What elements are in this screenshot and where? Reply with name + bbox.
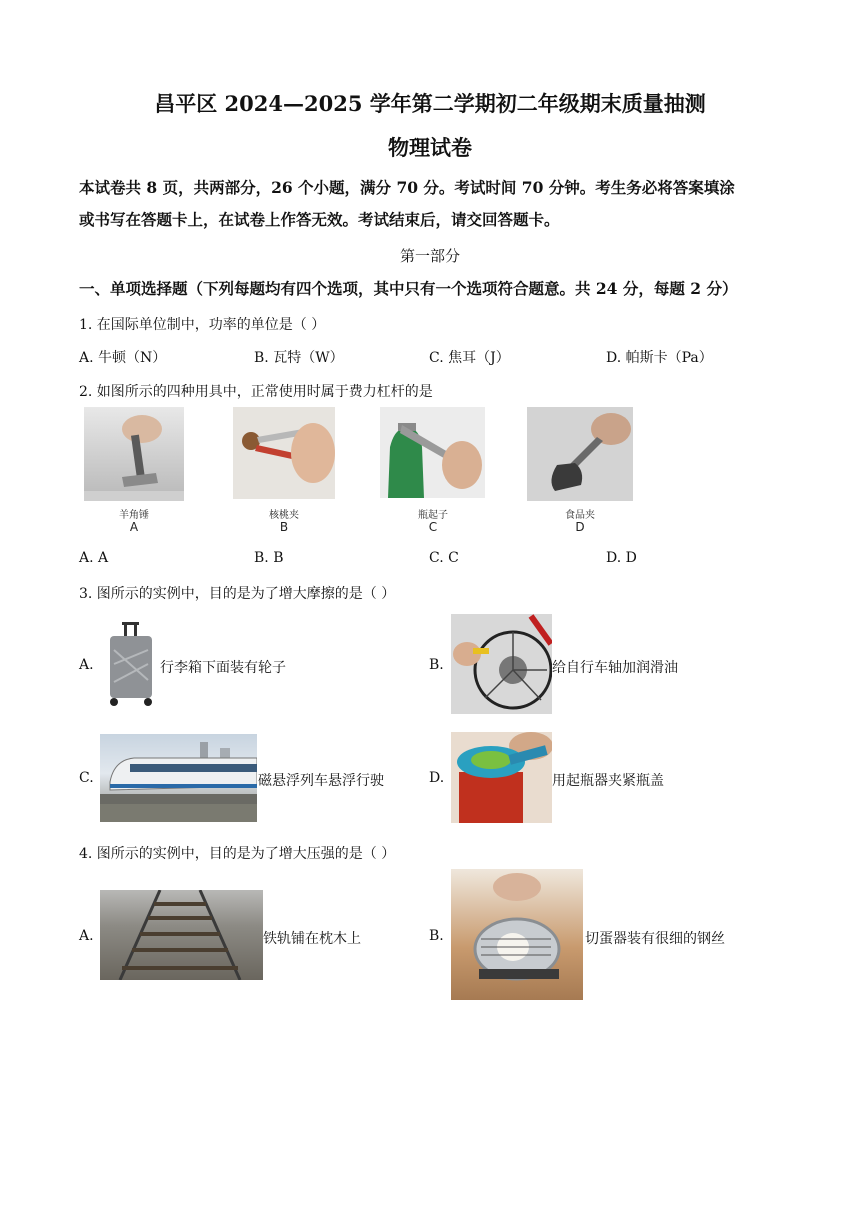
nutcracker-image xyxy=(233,407,335,499)
q4-option-b-text: 切蛋器装有很细的钢丝 xyxy=(585,931,725,947)
q1-option-c[interactable]: C. 焦耳（J） xyxy=(429,350,510,366)
q2-letter-d: D xyxy=(575,520,585,534)
q3-option-a-text: 行李箱下面装有轮子 xyxy=(160,660,286,676)
q3-option-d-text: 用起瓶器夹紧瓶盖 xyxy=(552,773,664,789)
q3-option-d-letter[interactable]: D. xyxy=(429,770,445,786)
jar-opener-image xyxy=(451,732,552,823)
bicycle-oiling-image xyxy=(451,614,552,714)
q2-letter-b: B xyxy=(279,520,289,534)
claw-hammer-image xyxy=(84,407,184,501)
q1-option-b[interactable]: B. 瓦特（W） xyxy=(254,350,344,366)
q4-stem: 4. 图所示的实例中，目的是为了增大压强的是（ ） xyxy=(79,846,396,862)
intro-line-1: 本试卷共 8 页，共两部分，26 个小题，满分 70 分。考试时间 70 分钟。考生务必将答案填涂 xyxy=(79,178,735,197)
q2-caption-c: 瓶起子 xyxy=(418,510,448,521)
page-title: 昌平区 2024—2025 学年第二学期初二年级期末质量抽测 xyxy=(154,91,706,116)
q2-stem: 2. 如图所示的四种用具中，正常使用时属于费力杠杆的是 xyxy=(79,384,433,400)
q4-option-a-letter[interactable]: A. xyxy=(79,928,94,944)
section-heading: 一、单项选择题（下列每题均有四个选项，其中只有一个选项符合题意。共 24 分，每题 2 分） xyxy=(79,279,738,298)
q2-caption-d: 食品夹 xyxy=(565,510,595,521)
q1-option-a[interactable]: A. 牛顿（N） xyxy=(79,350,167,366)
q3-option-c-text: 磁悬浮列车悬浮行驶 xyxy=(258,773,384,789)
q1-stem: 1. 在国际单位制中，功率的单位是（ ） xyxy=(79,317,326,333)
bottle-opener-image xyxy=(380,407,485,498)
maglev-train-image xyxy=(100,734,257,822)
q2-caption-b: 核桃夹 xyxy=(269,510,299,521)
q4-option-b-letter[interactable]: B. xyxy=(429,928,444,944)
q3-option-b-text: 给自行车轴加润滑油 xyxy=(552,660,678,676)
q2-caption-a: 羊角锤 xyxy=(119,510,149,521)
q4-option-a-text: 铁轨铺在枕木上 xyxy=(263,931,361,947)
part-label: 第一部分 xyxy=(399,247,460,265)
food-tongs-image xyxy=(527,407,633,501)
intro-line-2: 或书写在答题卡上，在试卷上作答无效。考试结束后，请交回答题卡。 xyxy=(79,210,560,229)
q2-letter-c: C xyxy=(428,520,438,534)
q2-option-a[interactable]: A. A xyxy=(79,550,109,566)
railway-track-image xyxy=(100,890,263,980)
page-subtitle: 物理试卷 xyxy=(388,135,472,160)
q2-option-c[interactable]: C. C xyxy=(429,550,459,566)
luggage-image xyxy=(102,620,158,708)
q3-option-c-letter[interactable]: C. xyxy=(79,770,94,786)
q2-option-d[interactable]: D. D xyxy=(606,550,637,566)
q2-letter-a: A xyxy=(129,520,139,534)
q3-option-b-letter[interactable]: B. xyxy=(429,657,444,673)
q3-stem: 3. 图所示的实例中，目的是为了增大摩擦的是（ ） xyxy=(79,586,396,602)
q2-option-b[interactable]: B. B xyxy=(254,550,284,566)
q1-option-d[interactable]: D. 帕斯卡（Pa） xyxy=(606,350,713,366)
egg-slicer-image xyxy=(451,869,583,1000)
q3-option-a-letter[interactable]: A. xyxy=(79,657,94,673)
